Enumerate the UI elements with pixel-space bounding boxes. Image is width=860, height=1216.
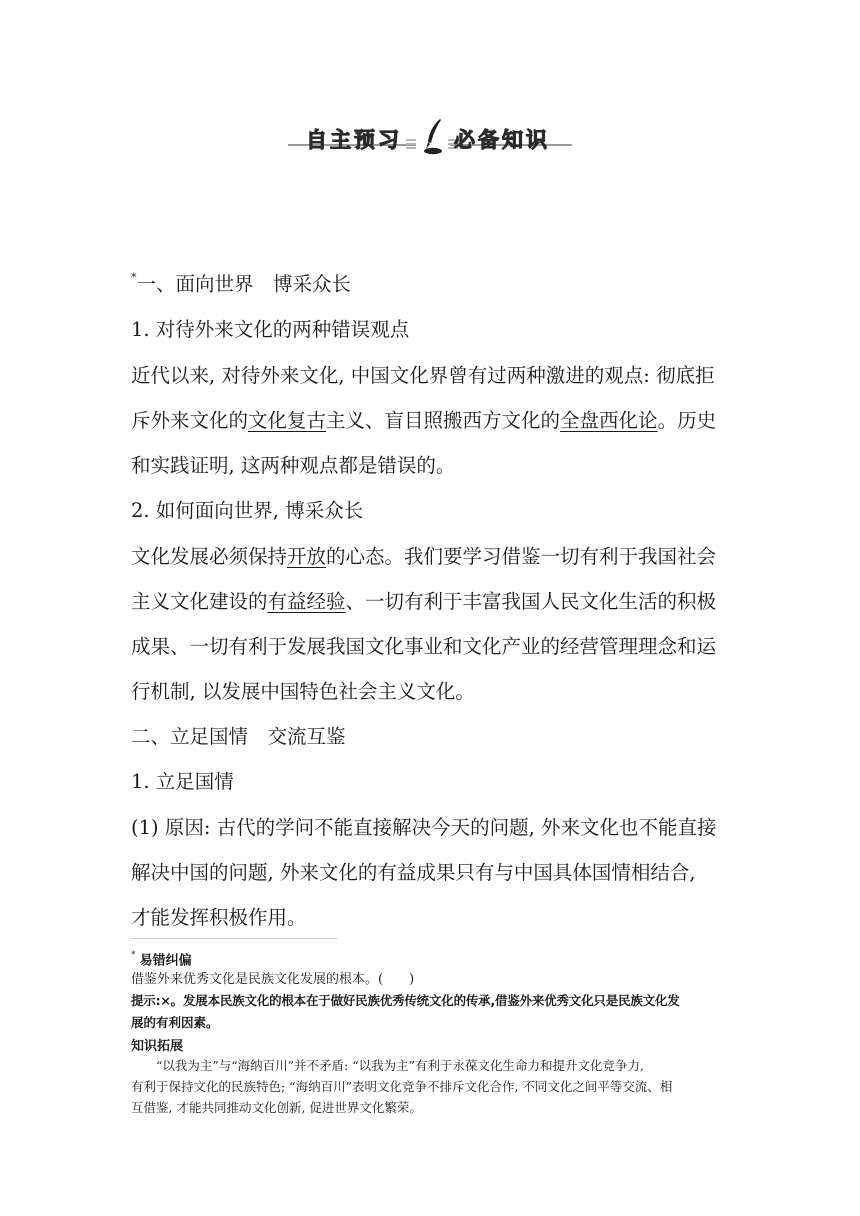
section1-sub1: 1. 对待外来文化的两种错误观点 [131,318,410,341]
section2-sub1: 1. 立足国情 [131,770,234,793]
knowledge-extension-line2: 有利于保持文化的民族特色; “海纳百川”表明文化竞争不排斥文化合作, 不同文化之间平等交流、相 [131,1079,673,1094]
section2-p1-line3: 才能发挥积极作用。 [131,906,307,929]
section1-p1-line1: 近代以来, 对待外来文化, 中国文化界曾有过两种激进的观点: 彻底拒 [131,364,715,387]
section1-p1-line2 [131,411,716,431]
text-run: 的心态。我们要学习借鉴一切有利于我国社会 [326,545,717,568]
underlined-term-openness: 开放 [287,545,327,568]
knowledge-extension-line1: “以我为主”与“海纳百川”并不矛盾: “以我为主”有利于永葆文化生命力和提升文化竞争力, [131,1058,645,1073]
knowledge-extension-line3: 互借鉴, 才能共同推动文化创新, 促进世界文化繁荣。 [131,1100,422,1115]
quill-pen-icon [420,118,446,156]
text-run: 。历史 [657,409,717,432]
text-run: 文化发展必须保持 [131,545,288,568]
text-run: 主义文化建设的 [131,590,268,613]
footnote-title-text: 易错纠偏 [139,953,192,969]
section2-heading: 二、立足国情 交流互鉴 [131,725,346,748]
text-run: 斥外来文化的 [131,409,249,432]
section2-p1-line2: 解决中国的问题, 外来文化的有益成果只有与中国具体国情相结合, [131,861,696,884]
banner-right-text: 必备知识 [454,128,550,152]
section2-p1-line1: (1) 原因: 古代的学问不能直接解决今天的问题, 外来文化也不能直接 [131,816,717,839]
text-run: 主义、盲目照搬西方文化的 [326,409,561,432]
footnote-marker-small: * [131,950,136,960]
text-run: 、一切有利于丰富我国人民文化生活的积极 [345,590,717,613]
underlined-term-wholesale-westernization: 全盘西化论 [560,409,658,432]
footnote-separator [131,938,337,939]
footnote-title [131,950,192,969]
section1-p2-line3: 成果、一切有利于发展我国文化事业和文化产业的经营管理理念和运 [131,635,717,658]
footnote-hint-line1: 提示:×。发展本民族文化的根本在于做好民族优秀传统文化的传承,借鉴外来优秀文化只是民族文化发 [131,993,680,1008]
footnote-marker: * [131,271,137,284]
banner-left-text: 自主预习 [306,128,402,152]
footnote-hint-line2: 展的有利因素。 [131,1015,219,1030]
section1-p1-line3: 和实践证明, 这两种观点都是错误的。 [131,454,456,477]
footnote-statement: 借鉴外来优秀文化是民族文化发展的根本。( ) [131,972,415,987]
banner-stripes-left [406,139,416,151]
underlined-term-useful-experience: 有益经验 [267,590,346,613]
underlined-term-cultural-revivalism: 文化复古 [248,409,327,432]
section1-sub2: 2. 如何面向世界, 博采众长 [131,499,364,522]
section1-p2-line4: 行机制, 以发展中国特色社会主义文化。 [131,680,475,703]
section-banner [288,118,572,158]
section1-heading [131,271,352,296]
section1-p2-line1 [131,547,716,567]
knowledge-extension-title: 知识拓展 [131,1039,184,1054]
section1-p2-line2 [131,592,716,612]
section1-heading-text: 一、面向世界 博采众长 [136,272,352,296]
